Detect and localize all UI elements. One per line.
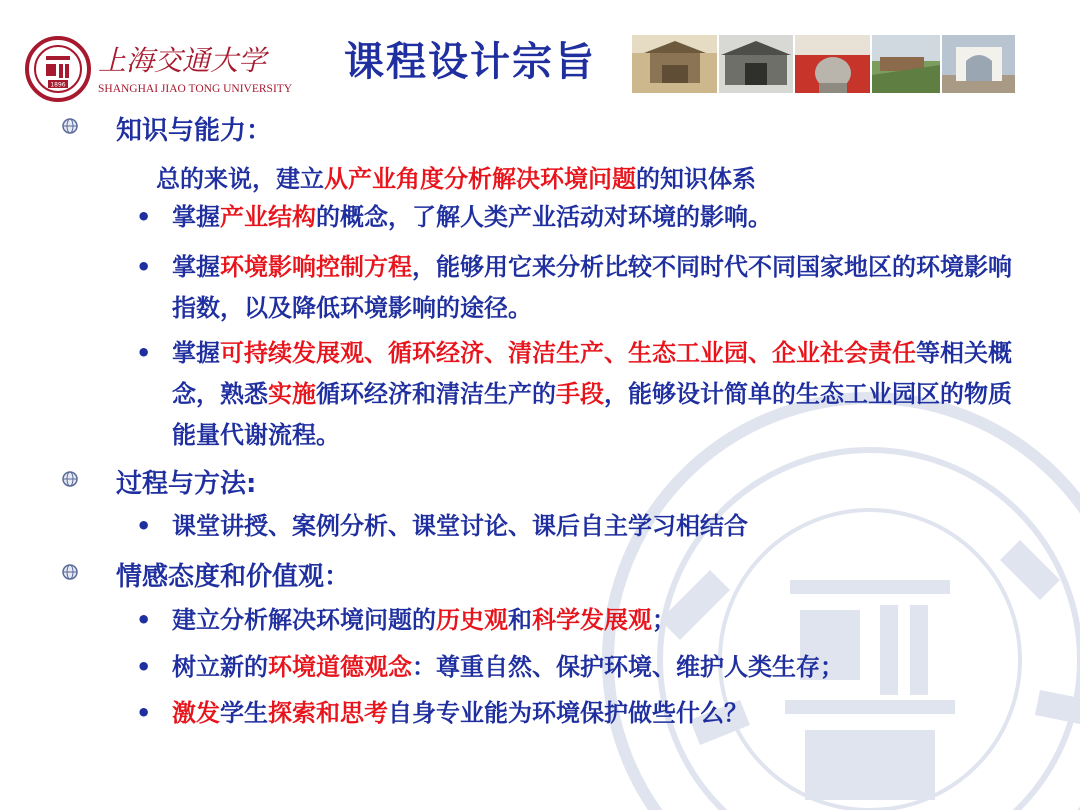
text-run: 总的来说，建立 (156, 165, 324, 193)
text-run-emphasis: 实施 (268, 380, 316, 408)
text-run: 掌握 (172, 203, 220, 231)
text-run: 的知识体系 (636, 165, 756, 193)
bullet-dot-icon: • (136, 339, 152, 367)
bullet-dot-icon: • (136, 203, 152, 231)
bullet-dot-icon: • (136, 699, 152, 727)
text-run-emphasis: 环境道德观念 (268, 653, 412, 681)
bullet-dot-icon: • (136, 653, 152, 681)
section-heading: 情感态度和价值观： (116, 562, 351, 592)
globe-bullet-icon (60, 469, 80, 489)
text-run-emphasis: 产业结构 (220, 203, 316, 231)
globe-bullet-icon (60, 116, 80, 136)
text-run: ，能够用它来分析比较不同时代不同国家地区的环境影响指数，以及降低环境影响的途径。 (172, 253, 1012, 322)
text-run: 等相关概念，熟悉 (172, 339, 1012, 408)
text-run-emphasis: 历史观 (436, 606, 508, 634)
text-run-emphasis: 探索和思考 (268, 699, 388, 727)
bullet-dot-icon: • (136, 606, 152, 634)
text-run: 建立分析解决环境问题的 (172, 606, 436, 634)
text-run: ； (652, 606, 676, 634)
text-run: 和 (508, 606, 532, 634)
university-name-cn: 上海交通大学 (98, 44, 267, 77)
text-run: 掌握 (172, 339, 220, 367)
text-run: 循环经济和清洁生产的 (316, 380, 556, 408)
text-run-emphasis: 从产业角度分析解决环境问题 (324, 165, 636, 193)
page-title: 课程设计宗旨 (344, 39, 596, 85)
bullet-dot-icon: • (136, 253, 152, 281)
text-run: 课堂讲授、案例分析、课堂讨论、课后自主学习相结合 (172, 512, 748, 540)
text-run: 树立新的 (172, 653, 268, 681)
text-run-emphasis: 环境影响控制方程 (220, 253, 412, 281)
text-run-emphasis: 激发 (172, 699, 220, 727)
text-run-emphasis: 手段 (556, 380, 604, 408)
globe-bullet-icon (60, 562, 80, 582)
section-intro-text (156, 159, 756, 194)
section-heading: 过程与方法: (116, 469, 257, 499)
text-run-emphasis: 可持续发展观、循环经济、清洁生产、生态工业园、企业社会责任 (220, 339, 916, 367)
university-name-en: SHANGHAI JIAO TONG UNIVERSITY (98, 83, 293, 95)
text-run: 自身专业能为环境保护做些什么？ (388, 699, 748, 727)
section-heading: 知识与能力： (116, 116, 273, 146)
bullet-dot-icon: • (136, 512, 152, 540)
text-run: 的概念，了解人类产业活动对环境的影响。 (316, 203, 772, 231)
text-run: ：尊重自然、保护环境、维护人类生存； (412, 653, 844, 681)
seal-year: 1896 (50, 81, 66, 89)
text-run-emphasis: 科学发展观 (532, 606, 652, 634)
text-run: 掌握 (172, 253, 220, 281)
text-run: 学生 (220, 699, 268, 727)
text-run: ，能够设计简单的生态工业园区的物质能量代谢流程。 (172, 380, 1012, 449)
